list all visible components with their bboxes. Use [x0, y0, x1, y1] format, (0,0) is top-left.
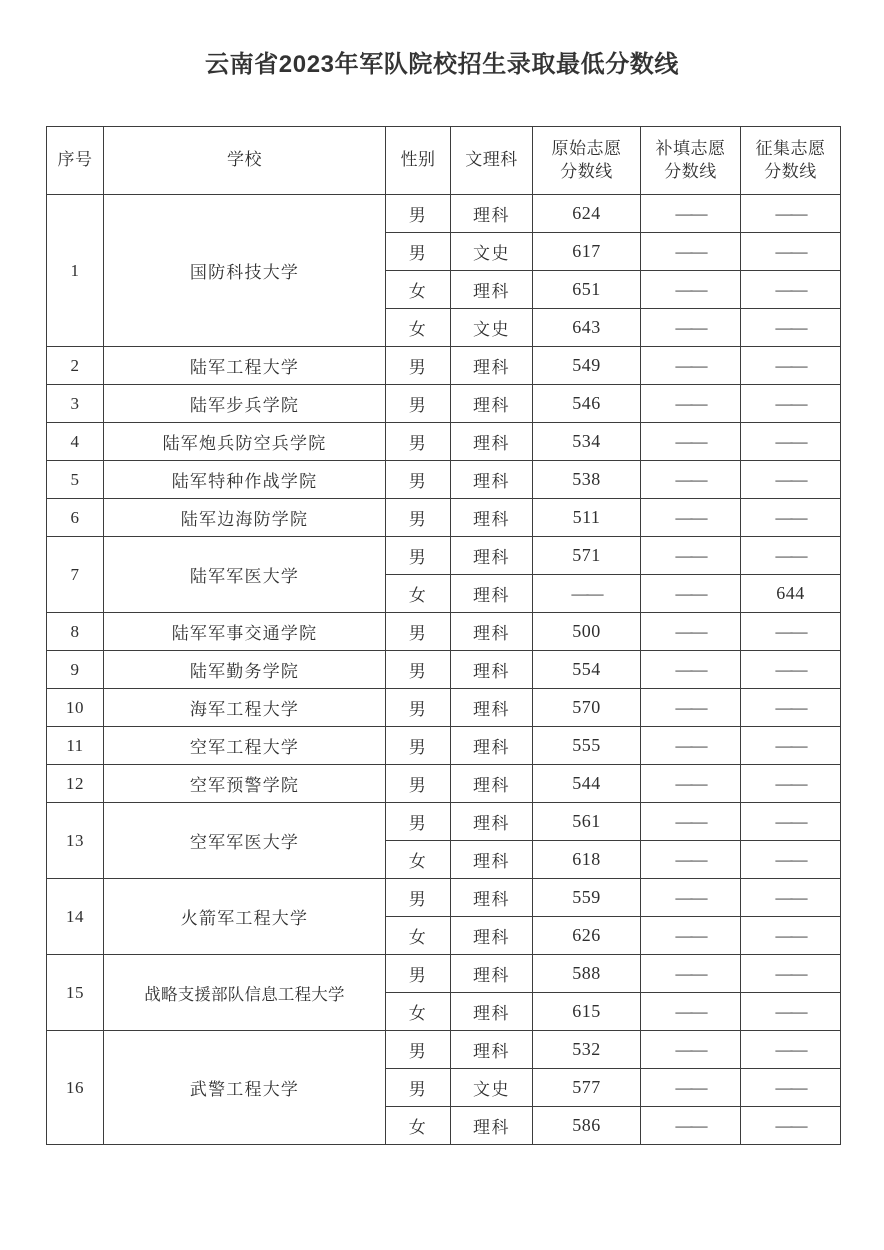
collect-score-cell — [741, 841, 841, 879]
table-row — [47, 727, 841, 765]
school-name-cell: 空军工程大学 — [104, 727, 386, 765]
collect-score-cell — [741, 1107, 841, 1145]
no-data-dash: —— — [675, 1115, 706, 1135]
no-data-dash: —— — [775, 317, 806, 337]
gender-cell: 男 — [386, 195, 451, 233]
original-score-cell: 549 — [533, 347, 641, 385]
column-header-original-score — [533, 127, 641, 195]
subject-cell: 理科 — [451, 803, 533, 841]
table-row — [47, 537, 841, 575]
school-name-cell: 国防科技大学 — [104, 195, 386, 347]
gender-cell: 男 — [386, 347, 451, 385]
no-data-dash: —— — [675, 317, 706, 337]
gender-cell: 男 — [386, 727, 451, 765]
no-data-dash: —— — [775, 203, 806, 223]
table-row — [47, 385, 841, 423]
collect-score-cell — [741, 803, 841, 841]
no-data-dash: —— — [775, 1039, 806, 1059]
gender-cell: 男 — [386, 385, 451, 423]
gender-cell: 男 — [386, 1031, 451, 1069]
gender-cell: 男 — [386, 689, 451, 727]
column-header-collect-line1: 征集志愿 — [755, 138, 826, 158]
table-row — [47, 195, 841, 233]
collect-score-cell — [741, 461, 841, 499]
gender-cell: 女 — [386, 917, 451, 955]
subject-cell: 理科 — [451, 271, 533, 309]
no-data-dash: —— — [775, 545, 806, 565]
original-score-cell: 615 — [533, 993, 641, 1031]
no-data-dash: —— — [675, 887, 706, 907]
no-data-dash: —— — [675, 203, 706, 223]
row-index-cell: 6 — [47, 499, 104, 537]
row-index-cell: 5 — [47, 461, 104, 499]
table-row — [47, 613, 841, 651]
subject-cell: 理科 — [451, 651, 533, 689]
supplement-score-cell — [641, 1107, 741, 1145]
original-score-cell: 617 — [533, 233, 641, 271]
collect-score-cell — [741, 917, 841, 955]
supplement-score-cell — [641, 423, 741, 461]
original-score-cell: 651 — [533, 271, 641, 309]
collect-score-cell — [741, 727, 841, 765]
table-row — [47, 765, 841, 803]
collect-score-cell — [741, 385, 841, 423]
original-score-cell: 643 — [533, 309, 641, 347]
supplement-score-cell — [641, 537, 741, 575]
page-title: 云南省2023年军队院校招生录取最低分数线 — [205, 51, 679, 78]
school-name-cell: 陆军军事交通学院 — [104, 613, 386, 651]
subject-cell: 理科 — [451, 195, 533, 233]
row-index-cell: 9 — [47, 651, 104, 689]
original-score-cell: 618 — [533, 841, 641, 879]
gender-cell: 男 — [386, 955, 451, 993]
no-data-dash: —— — [675, 925, 706, 945]
row-index-cell: 1 — [47, 195, 104, 347]
table-header — [47, 127, 841, 195]
school-name-cell: 陆军军医大学 — [104, 537, 386, 613]
no-data-dash: —— — [675, 545, 706, 565]
table-row — [47, 803, 841, 841]
collect-score-cell — [741, 499, 841, 537]
row-index-cell: 16 — [47, 1031, 104, 1145]
school-name-cell: 陆军步兵学院 — [104, 385, 386, 423]
column-header-original-line1: 原始志愿 — [551, 138, 622, 158]
no-data-dash: —— — [775, 735, 806, 755]
score-table-container — [46, 126, 840, 1145]
subject-cell: 理科 — [451, 993, 533, 1031]
school-name-cell: 武警工程大学 — [104, 1031, 386, 1145]
subject-cell: 理科 — [451, 613, 533, 651]
school-name-cell: 陆军特种作战学院 — [104, 461, 386, 499]
gender-cell: 男 — [386, 613, 451, 651]
row-index-cell: 3 — [47, 385, 104, 423]
collect-score-cell — [741, 955, 841, 993]
no-data-dash: —— — [675, 393, 706, 413]
no-data-dash: —— — [675, 279, 706, 299]
table-row — [47, 955, 841, 993]
gender-cell: 男 — [386, 461, 451, 499]
gender-cell: 男 — [386, 233, 451, 271]
collect-score-cell — [741, 1069, 841, 1107]
supplement-score-cell — [641, 195, 741, 233]
no-data-dash: —— — [775, 621, 806, 641]
original-score-cell: 532 — [533, 1031, 641, 1069]
subject-cell: 理科 — [451, 537, 533, 575]
original-score-cell: 555 — [533, 727, 641, 765]
supplement-score-cell — [641, 651, 741, 689]
row-index-cell: 12 — [47, 765, 104, 803]
school-name-cell: 火箭军工程大学 — [104, 879, 386, 955]
school-name-cell: 空军预警学院 — [104, 765, 386, 803]
collect-score-cell — [741, 537, 841, 575]
school-name-cell: 海军工程大学 — [104, 689, 386, 727]
supplement-score-cell — [641, 575, 741, 613]
subject-cell: 理科 — [451, 1107, 533, 1145]
row-index-cell: 15 — [47, 955, 104, 1031]
supplement-score-cell — [641, 803, 741, 841]
supplement-score-cell — [641, 461, 741, 499]
supplement-score-cell — [641, 689, 741, 727]
gender-cell: 男 — [386, 1069, 451, 1107]
no-data-dash: —— — [675, 697, 706, 717]
column-header-collect-line2: 分数线 — [764, 161, 817, 181]
supplement-score-cell — [641, 1069, 741, 1107]
row-index-cell: 14 — [47, 879, 104, 955]
no-data-dash: —— — [675, 583, 706, 603]
subject-cell: 理科 — [451, 347, 533, 385]
no-data-dash: —— — [775, 355, 806, 375]
supplement-score-cell — [641, 347, 741, 385]
school-name-cell: 空军军医大学 — [104, 803, 386, 879]
subject-cell: 文史 — [451, 233, 533, 271]
original-score-cell: 561 — [533, 803, 641, 841]
no-data-dash: —— — [775, 1077, 806, 1097]
school-name-cell: 陆军炮兵防空兵学院 — [104, 423, 386, 461]
no-data-dash: —— — [675, 811, 706, 831]
no-data-dash: —— — [775, 279, 806, 299]
gender-cell: 女 — [386, 841, 451, 879]
row-index-cell: 7 — [47, 537, 104, 613]
subject-cell: 文史 — [451, 309, 533, 347]
no-data-dash: —— — [775, 1001, 806, 1021]
original-score-cell: 571 — [533, 537, 641, 575]
original-score-cell: 559 — [533, 879, 641, 917]
school-name-cell: 陆军工程大学 — [104, 347, 386, 385]
subject-cell: 理科 — [451, 765, 533, 803]
supplement-score-cell — [641, 1031, 741, 1069]
column-header-collect-score — [741, 127, 841, 195]
no-data-dash: —— — [675, 773, 706, 793]
collect-score-cell — [741, 651, 841, 689]
collect-score-cell — [741, 347, 841, 385]
no-data-dash: —— — [775, 431, 806, 451]
collect-score-cell — [741, 765, 841, 803]
subject-cell: 理科 — [451, 841, 533, 879]
collect-score-cell — [741, 195, 841, 233]
no-data-dash: —— — [675, 621, 706, 641]
subject-cell: 理科 — [451, 1031, 533, 1069]
collect-score-cell — [741, 689, 841, 727]
no-data-dash: —— — [675, 469, 706, 489]
column-header-index: 序号 — [47, 127, 104, 195]
no-data-dash: —— — [675, 241, 706, 261]
column-header-school: 学校 — [104, 127, 386, 195]
row-index-cell: 4 — [47, 423, 104, 461]
no-data-dash: —— — [675, 355, 706, 375]
no-data-dash: —— — [675, 1001, 706, 1021]
column-header-original-line2: 分数线 — [560, 161, 613, 181]
original-score-cell — [533, 575, 641, 613]
row-index-cell: 10 — [47, 689, 104, 727]
table-body — [47, 195, 841, 1145]
original-score-cell: 544 — [533, 765, 641, 803]
supplement-score-cell — [641, 917, 741, 955]
gender-cell: 女 — [386, 993, 451, 1031]
no-data-dash: —— — [775, 887, 806, 907]
no-data-dash: —— — [775, 393, 806, 413]
table-header-row — [47, 127, 841, 195]
collect-score-cell — [741, 879, 841, 917]
no-data-dash: —— — [675, 1039, 706, 1059]
gender-cell: 男 — [386, 765, 451, 803]
no-data-dash: —— — [775, 925, 806, 945]
no-data-dash: —— — [675, 431, 706, 451]
supplement-score-cell — [641, 841, 741, 879]
table-row — [47, 347, 841, 385]
table-row — [47, 689, 841, 727]
no-data-dash: —— — [775, 697, 806, 717]
no-data-dash: —— — [775, 963, 806, 983]
original-score-cell: 546 — [533, 385, 641, 423]
no-data-dash: —— — [675, 735, 706, 755]
no-data-dash: —— — [775, 773, 806, 793]
supplement-score-cell — [641, 613, 741, 651]
gender-cell: 女 — [386, 271, 451, 309]
table-row — [47, 499, 841, 537]
no-data-dash: —— — [775, 241, 806, 261]
no-data-dash: —— — [775, 1115, 806, 1135]
subject-cell: 理科 — [451, 727, 533, 765]
original-score-cell: 577 — [533, 1069, 641, 1107]
no-data-dash: —— — [675, 507, 706, 527]
no-data-dash: —— — [775, 507, 806, 527]
subject-cell: 理科 — [451, 461, 533, 499]
no-data-dash: —— — [675, 849, 706, 869]
gender-cell: 男 — [386, 423, 451, 461]
original-score-cell: 570 — [533, 689, 641, 727]
row-index-cell: 13 — [47, 803, 104, 879]
collect-score-cell — [741, 993, 841, 1031]
supplement-score-cell — [641, 271, 741, 309]
gender-cell: 女 — [386, 1107, 451, 1145]
school-name-cell: 陆军边海防学院 — [104, 499, 386, 537]
supplement-score-cell — [641, 727, 741, 765]
supplement-score-cell — [641, 309, 741, 347]
no-data-dash: —— — [675, 1077, 706, 1097]
collect-score-cell — [741, 613, 841, 651]
supplement-score-cell — [641, 499, 741, 537]
column-header-subject: 文理科 — [451, 127, 533, 195]
row-index-cell: 11 — [47, 727, 104, 765]
collect-score-cell — [741, 233, 841, 271]
original-score-cell: 534 — [533, 423, 641, 461]
gender-cell: 男 — [386, 651, 451, 689]
subject-cell: 理科 — [451, 689, 533, 727]
no-data-dash: —— — [775, 469, 806, 489]
original-score-cell: 586 — [533, 1107, 641, 1145]
original-score-cell: 588 — [533, 955, 641, 993]
original-score-cell: 554 — [533, 651, 641, 689]
no-data-dash: —— — [775, 849, 806, 869]
subject-cell: 文史 — [451, 1069, 533, 1107]
collect-score-cell — [741, 423, 841, 461]
gender-cell: 男 — [386, 803, 451, 841]
table-row — [47, 879, 841, 917]
gender-cell: 男 — [386, 499, 451, 537]
column-header-supplement-line2: 分数线 — [664, 161, 717, 181]
gender-cell: 女 — [386, 309, 451, 347]
row-index-cell: 2 — [47, 347, 104, 385]
column-header-gender: 性别 — [386, 127, 451, 195]
gender-cell: 女 — [386, 575, 451, 613]
supplement-score-cell — [641, 993, 741, 1031]
school-name-cell: 陆军勤务学院 — [104, 651, 386, 689]
collect-score-cell — [741, 1031, 841, 1069]
supplement-score-cell — [641, 233, 741, 271]
original-score-cell: 511 — [533, 499, 641, 537]
no-data-dash: —— — [775, 811, 806, 831]
subject-cell: 理科 — [451, 575, 533, 613]
column-header-supplement-line1: 补填志愿 — [655, 138, 726, 158]
gender-cell: 男 — [386, 537, 451, 575]
no-data-dash: —— — [775, 659, 806, 679]
subject-cell: 理科 — [451, 917, 533, 955]
supplement-score-cell — [641, 765, 741, 803]
subject-cell: 理科 — [451, 385, 533, 423]
collect-score-cell: 644 — [741, 575, 841, 613]
original-score-cell: 626 — [533, 917, 641, 955]
original-score-cell: 538 — [533, 461, 641, 499]
subject-cell: 理科 — [451, 423, 533, 461]
table-row — [47, 651, 841, 689]
table-row — [47, 423, 841, 461]
no-data-dash: —— — [571, 583, 602, 603]
original-score-cell: 500 — [533, 613, 641, 651]
subject-cell: 理科 — [451, 499, 533, 537]
supplement-score-cell — [641, 385, 741, 423]
gender-cell: 男 — [386, 879, 451, 917]
subject-cell: 理科 — [451, 955, 533, 993]
no-data-dash: —— — [675, 659, 706, 679]
admission-score-table — [46, 126, 841, 1145]
row-index-cell: 8 — [47, 613, 104, 651]
column-header-supplement-score — [641, 127, 741, 195]
table-row — [47, 461, 841, 499]
collect-score-cell — [741, 309, 841, 347]
supplement-score-cell — [641, 955, 741, 993]
collect-score-cell — [741, 271, 841, 309]
school-name-cell: 战略支援部队信息工程大学 — [104, 955, 386, 1031]
supplement-score-cell — [641, 879, 741, 917]
no-data-dash: —— — [675, 963, 706, 983]
table-row — [47, 1031, 841, 1069]
subject-cell: 理科 — [451, 879, 533, 917]
original-score-cell: 624 — [533, 195, 641, 233]
